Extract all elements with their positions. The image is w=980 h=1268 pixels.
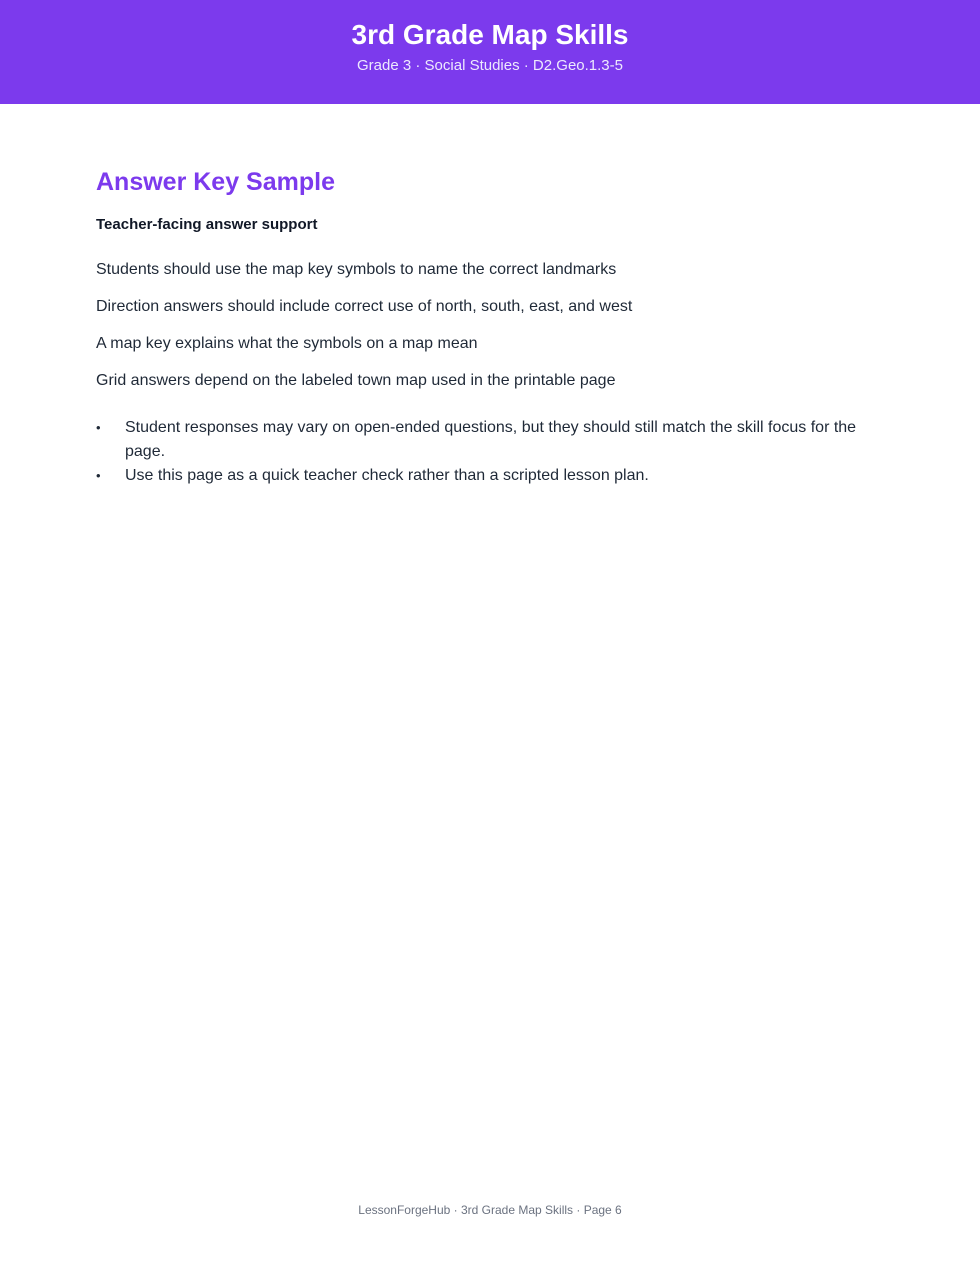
list-item-text: Student responses may vary on open-ended questions, but they should still match the skill focus for the page. [125, 419, 857, 460]
document-title: 3rd Grade Map Skills [351, 19, 629, 50]
list-item [96, 464, 886, 488]
section-title: Answer Key Sample [96, 168, 335, 196]
section-subtitle: Teacher-facing answer support [96, 216, 318, 233]
page-footer: LessonForgeHub · 3rd Grade Map Skills · Page 6 [358, 1203, 622, 1217]
page-header [0, 0, 980, 104]
list-item-text: Use this page as a quick teacher check rather than a scripted lesson plan. [125, 467, 649, 484]
answer-paragraph: Grid answers depend on the labeled town map used in the printable page [96, 372, 616, 389]
answer-paragraphs [96, 259, 886, 391]
list-item [96, 416, 886, 464]
bullet-icon: • [96, 420, 101, 435]
answer-paragraph: Direction answers should include correct use of north, south, east, and west [96, 298, 633, 315]
notes-list [96, 416, 886, 488]
main-content [96, 164, 886, 488]
answer-paragraph: A map key explains what the symbols on a map mean [96, 335, 478, 352]
bullet-icon: • [96, 468, 101, 483]
answer-paragraph: Students should use the map key symbols to name the correct landmarks [96, 261, 617, 278]
document-subtitle: Grade 3 · Social Studies · D2.Geo.1.3-5 [357, 57, 623, 74]
